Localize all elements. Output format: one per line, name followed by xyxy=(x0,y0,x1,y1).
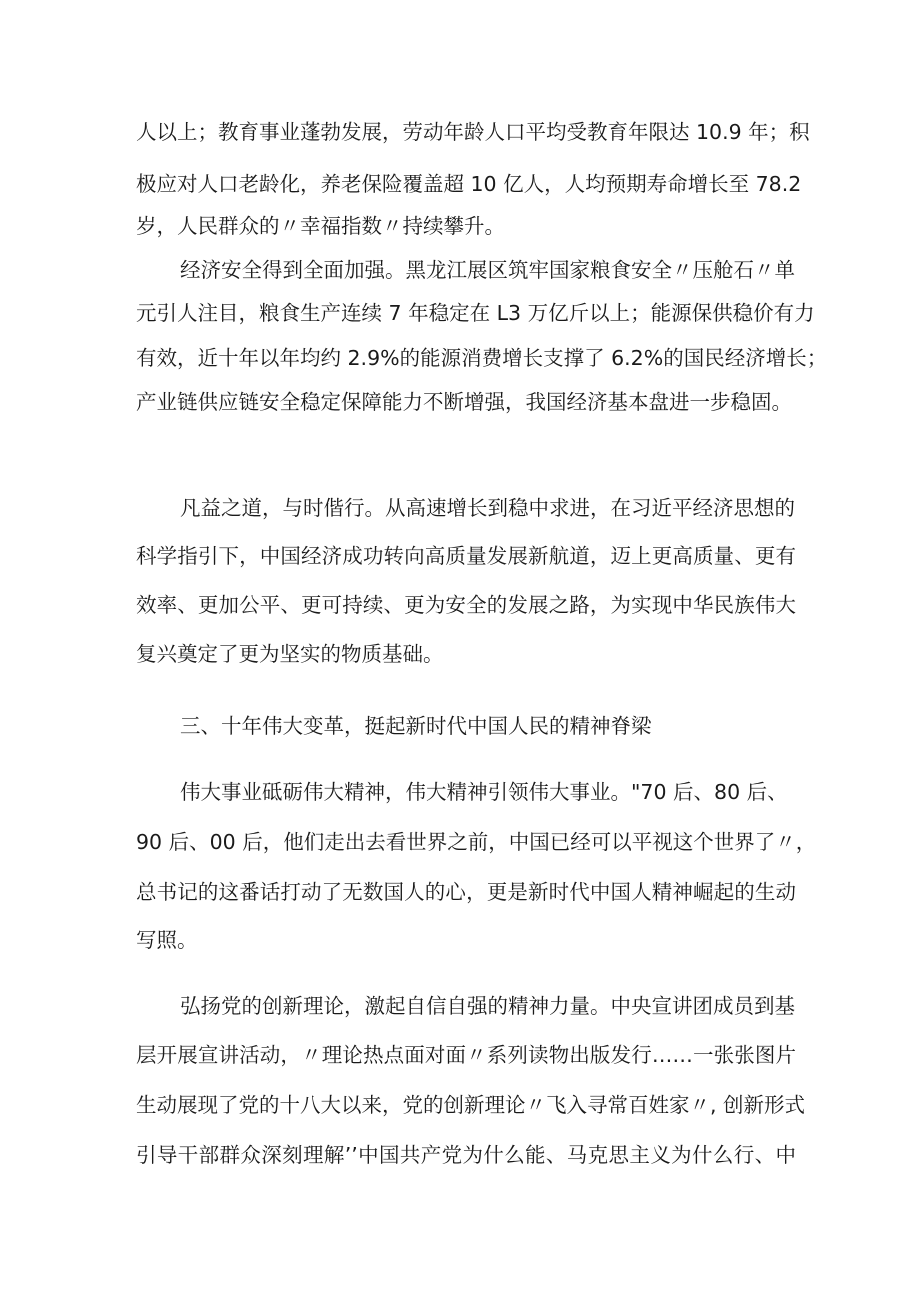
paragraph-3-line-1: 凡益之道，与时偕行。从高速增长到稳中求进，在习近平经济思想的 xyxy=(180,496,795,520)
paragraph-3-line-3: 效率、更加公平、更可持续、更为安全的发展之路，为实现中华民族伟大 xyxy=(136,593,796,617)
section-heading: 三、十年伟大变革，挺起新时代中国人民的精神脊梁 xyxy=(180,714,652,738)
paragraph-2-line-2: 元引人注目，粮食生产连续 7 年稳定在 L3 万亿斤以上；能源保供稳价有力 xyxy=(136,301,815,325)
paragraph-3-line-4: 复兴奠定了更为坚实的物质基础。 xyxy=(136,642,444,666)
paragraph-5-line-4: 引导干部群众深刻理解’’中国共产党为什么能、马克思主义为什么行、中 xyxy=(136,1143,796,1167)
paragraph-2-line-3: 有效，近十年以年均约 2.9%的能源消费增长支撑了 6.2%的国民经济增长； xyxy=(136,346,828,370)
paragraph-5-line-2: 层开展宣讲活动，〃理论热点面对面〃系列读物出版发行……一张张图片 xyxy=(136,1043,796,1067)
paragraph-2-line-1: 经济安全得到全面加强。黑龙江展区筑牢国家粮食安全〃压舱石〃单 xyxy=(180,258,795,282)
paragraph-1-line-2: 极应对人口老龄化，养老保险覆盖超 10 亿人，人均预期寿命增长至 78.2 xyxy=(136,172,802,196)
paragraph-5-line-1: 弘扬党的创新理论，激起自信自强的精神力量。中央宣讲团成员到基 xyxy=(180,994,795,1018)
paragraph-4-line-1: 伟大事业砥砺伟大精神，伟大精神引领伟大事业。"70 后、80 后、 xyxy=(180,780,788,804)
paragraph-4-line-2: 90 后、00 后，他们走出去看世界之前，中国已经可以平视这个世界了〃， xyxy=(136,830,817,854)
paragraph-3-line-2: 科学指引下，中国经济成功转向高质量发展新航道，迈上更高质量、更有 xyxy=(136,544,796,568)
paragraph-1-line-1: 人以上；教育事业蓬勃发展，劳动年龄人口平均受教育年限达 10.9 年；积 xyxy=(136,120,810,144)
paragraph-1-line-3: 岁，人民群众的〃幸福指数〃持续攀升。 xyxy=(136,214,505,238)
paragraph-2-line-4: 产业链供应链安全稳定保障能力不断增强，我国经济基本盘进一步稳固。 xyxy=(136,390,792,414)
paragraph-4-line-4: 写照。 xyxy=(136,928,198,952)
paragraph-4-line-3: 总书记的这番话打动了无数国人的心，更是新时代中国人精神崛起的生动 xyxy=(136,880,796,904)
paragraph-5-line-3: 生动展现了党的十八大以来，党的创新理论〃飞入寻常百姓家〃, 创新形式 xyxy=(136,1093,806,1117)
